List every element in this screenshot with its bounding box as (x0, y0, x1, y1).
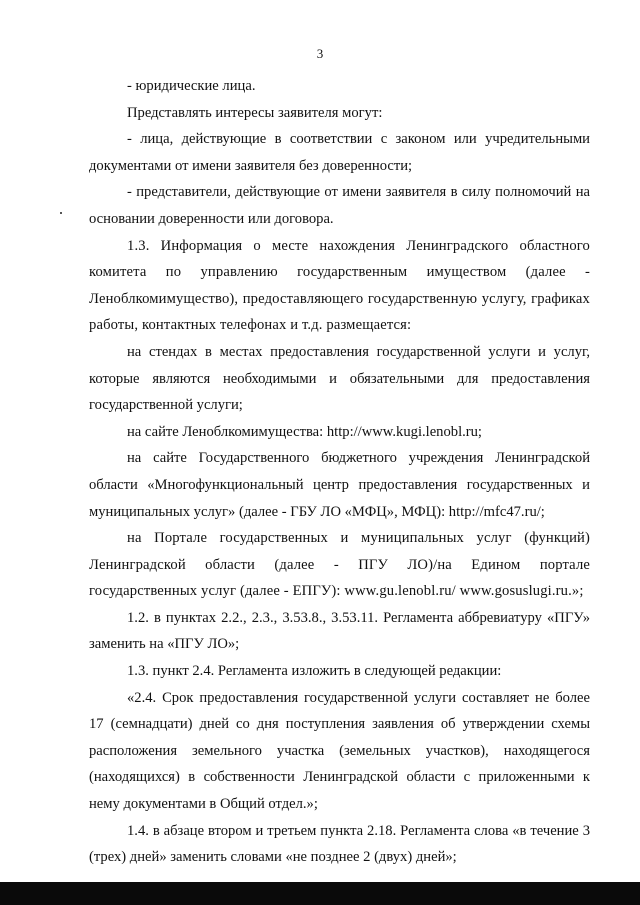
document-body (89, 73, 590, 871)
paragraph-legal-entities: - юридические лица. (127, 78, 256, 94)
scan-speck (60, 212, 62, 214)
paragraph-2-4-term: «2.4. Срок предоставления государственной услуги составляет не более 17 (семнадцати) дней со дня поступления заявления об утверждении схемы расположения земельного участка (земельных участков), находящегося (находящихся) в собственности Ленинградской области с приложенными к нему документами в Общий отдел.»; (89, 689, 590, 813)
paragraph-representatives-intro: Представлять интересы заявителя могут: (127, 104, 383, 121)
page-number: 3 (316, 46, 324, 61)
paragraph-persons-without-poa: - лица, действующие в соответствии с законом или учредительными документами от имени заявителя без доверенности; (89, 131, 590, 174)
paragraph-kugi-site: на сайте Леноблкомимущества: http://www.kugi.lenobl.ru; (127, 423, 482, 440)
paragraph-1-4-replace: 1.4. в абзаце втором и третьем пункта 2.18. Регламента слова «в течение 3 (трех) дней» заменить словами «не позднее 2 (двух) дней»; (89, 822, 590, 866)
paragraph-mfc-site: на сайте Государственного бюджетного учреждения Ленинградской области «Многофункциональный центр предоставления государственных и муниципальных услуг» (далее - ГБУ ЛО «МФЦ», МФЦ): http://mfc47.ru/; (89, 450, 590, 520)
scan-bottom-border (0, 882, 640, 905)
paragraph-1-3-information: 1.3. Информация о месте нахождения Ленинградского областного комитета по управлению государственным имуществом (далее - Леноблкомимущество), предоставляющего государственную услугу, графиках работы, контактных телефонах и т.д. размещается: (89, 237, 590, 334)
paragraph-stands: на стендах в местах предоставления государственной услуги и услуг, которые являются необходимыми и обязательными для предоставления государственной услуги; (89, 343, 590, 414)
paragraph-representatives-poa: - представители, действующие от имени заявителя в силу полномочий на основании доверенности или договора. (89, 184, 590, 227)
paragraph-portal: на Портале государственных и муниципальных услуг (функций) Ленинградской области (далее - ПГУ ЛО)/на Едином портале государственных услуг (далее - ЕПГУ): www.gu.lenobl.ru/ www.gosuslugi.ru.»; (89, 530, 590, 600)
paragraph-1-2-abbreviation: 1.2. в пунктах 2.2., 2.3., 3.53.8., 3.53.11. Регламента аббревиатуру «ПГУ» заменить на «ПГУ ЛО»; (89, 609, 590, 653)
paragraph-1-3-clause: 1.3. пункт 2.4. Регламента изложить в следующей редакции: (127, 663, 502, 680)
